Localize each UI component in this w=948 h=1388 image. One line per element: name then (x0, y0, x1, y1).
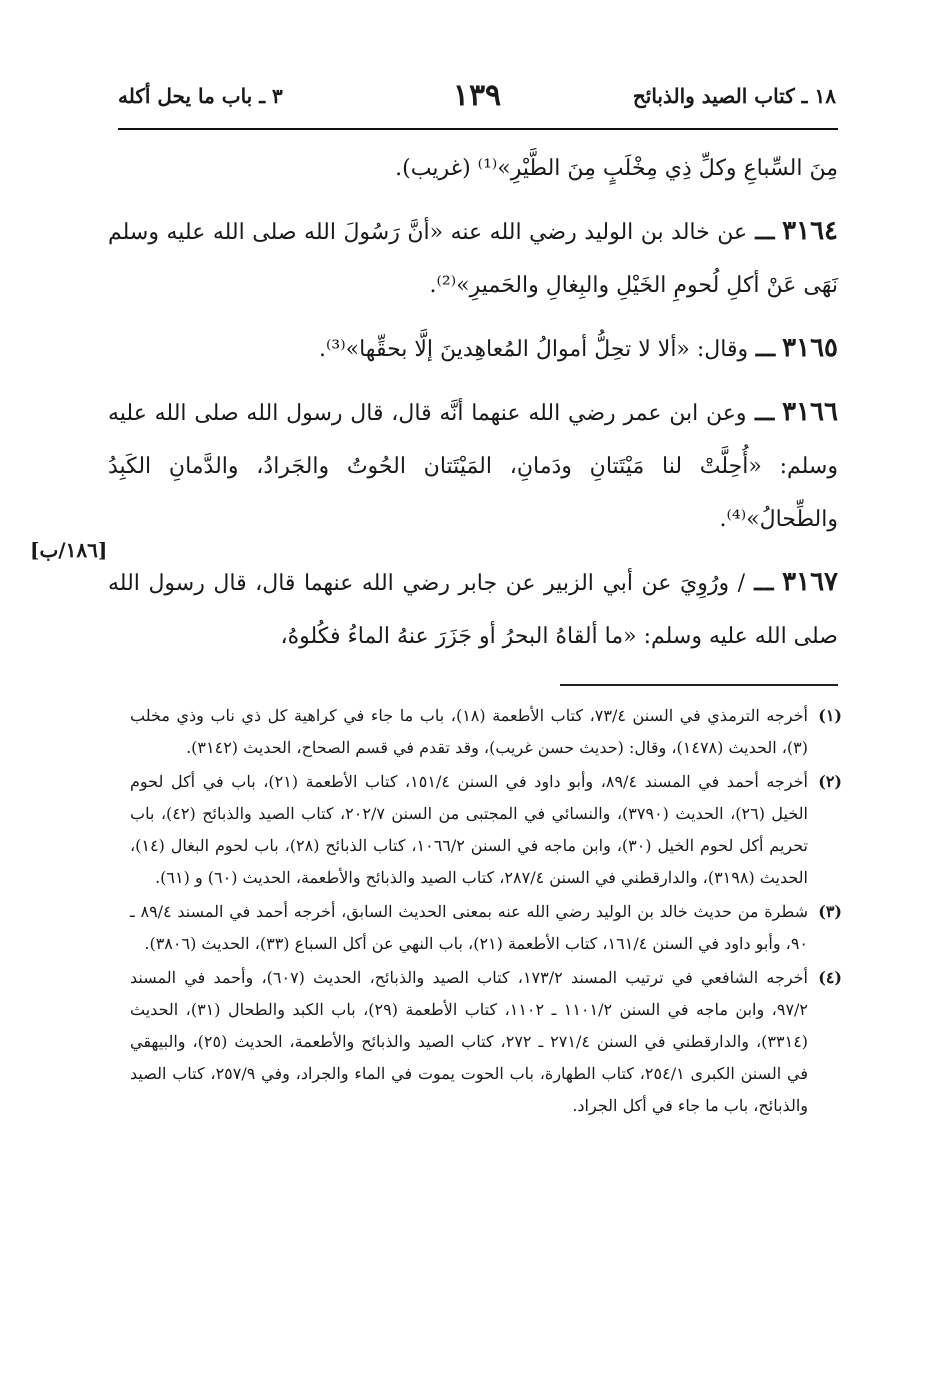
footnote-3 (130, 896, 842, 960)
header-rule (118, 128, 838, 130)
footnote-marker: (٣) (818, 902, 842, 921)
manuscript-folio-marker: [١٨٦/ب] (30, 538, 108, 562)
number-dash: ـــ (745, 570, 774, 596)
footnote-text: أخرجه أحمد في المسند ٨٩/٤، وأبو داود في السنن ١٥١/٤، كتاب الأطعمة (٢١)، باب في أكل لحوم الخيل (٢٦)، الحديث (٣٧٩٠)، والنسائي في المجتبى من السنن ٢٠٢/٧، كتاب الصيد والذبائح (٤٢)، باب تحريم أكل لحوم الخيل (٣٠)، وابن ماجه في السنن ١٠٦٦/٢، كتاب الذبائح (٢٨)، باب لحوم البغال (١٤)، الحديث (٣١٩٨)، والدارقطني في السنن ٢٨٧/٤، كتاب الصيد والذبائح والأطعمة، الحديث (٦٠) و (٦١). (130, 772, 809, 887)
footnote-rule (560, 684, 838, 686)
continuation-paragraph: مِنَ السِّباعِ وكلِّ ذِي مِخْلَبٍ مِنَ الطَّيْرِ»⁽¹⁾ (غريب). (395, 156, 838, 181)
hadith-number: ٣١٦٦ (782, 397, 838, 427)
hadith-text: / ورُوِيَ عن أبي الزبير عن جابر رضي الله عنهما قال، قال رسول الله صلى الله عليه وسلم: «ما ألقاهُ البحرُ أو جَزَرَ عنهُ الماءُ فكُلوهُ، (108, 571, 838, 649)
running-header (118, 78, 836, 124)
number-dash: ـــ (747, 219, 775, 245)
hadith-3167 (108, 556, 838, 663)
footnote-marker: (٤) (818, 968, 842, 987)
page-number: ١٣٩ (452, 78, 502, 113)
footnote-4 (130, 962, 842, 1122)
hadith-3164 (108, 205, 838, 312)
footnote-text: أخرجه الشافعي في ترتيب المسند ١٧٣/٢، كتاب الصيد والذبائح، الحديث (٦٠٧)، وأحمد في المسند ٩٧/٢، وابن ماجه في السنن ١١٠١/٢ ـ ١١٠٢، كتاب الأطعمة (٢٩)، باب الكبد والطحال (٣١)، الحديث (٣٣١٤)، والدارقطني في السنن ٢٧١/٤ ـ ٢٧٢، كتاب الصيد والذبائح والأطعمة، الحديث (٢٥)، والبيهقي في السنن الكبرى ٢٥٤/١، كتاب الطهارة، باب الحوت يموت في الماء والجراد، وفي ٢٥٧/٩، كتاب الصيد والذبائح، باب ما جاء في أكل الجراد. (130, 968, 809, 1115)
footnote-marker: (٢) (818, 772, 842, 791)
chapter-title: ١٨ ـ كتاب الصيد والذبائح (632, 84, 836, 108)
main-text (108, 142, 838, 673)
hadith-number: ٣١٦٥ (782, 333, 838, 363)
number-dash: ـــ (748, 336, 776, 362)
hadith-text: وقال: «ألا لا تحِلُّ أموالُ المُعاهِدينَ إلَّا بحقِّها»⁽³⁾. (319, 337, 749, 362)
footnote-1 (130, 700, 842, 764)
footnote-2 (130, 766, 842, 894)
number-dash: ـــ (746, 400, 775, 426)
hadith-3165 (108, 322, 838, 376)
footnote-text: أخرجه الترمذي في السنن ٧٣/٤، كتاب الأطعمة (١٨)، باب ما جاء في كراهية كل ذي ناب وذي مخلب (٣)، الحديث (١٤٧٨)، وقال: (حديث حسن غريب)، وقد تقدم في قسم الصحاح، الحديث (٣١٤٢). (130, 706, 808, 757)
footnote-marker: (١) (818, 706, 842, 725)
hadith-text: عن خالد بن الوليد رضي الله عنه «أنَّ رَسُولَ الله صلى الله عليه وسلم نَهَى عَنْ أكلِ لُحومِ الخَيْلِ والبِغالِ والحَميرِ»⁽²⁾. (108, 220, 838, 298)
footnote-text: شطرة من حديث خالد بن الوليد رضي الله عنه بمعنى الحديث السابق، أخرجه أحمد في المسند ٨٩/٤ ـ ٩٠، وأبو داود في السنن ١٦١/٤، كتاب الأطعمة (٢١)، باب النهي عن أكل السباع (٣٣)، الحديث (٣٨٠٦). (130, 902, 809, 953)
section-title: ٣ ـ باب ما يحل أكله (118, 84, 283, 108)
hadith-number: ٣١٦٧ (782, 567, 839, 597)
footnotes (130, 700, 842, 1124)
hadith-3166 (108, 386, 838, 546)
hadith-number: ٣١٦٤ (782, 216, 838, 246)
hadith-text: وعن ابن عمر رضي الله عنهما أنَّه قال، قال رسول الله صلى الله عليه وسلم: «أُحِلَّتْ لنا مَيْتَتانِ ودَمانِ، المَيْتَتان الحُوتُ والجَرادُ، والدَّمانِ الكَبِدُ والطِّحالُ»⁽⁴⁾. (108, 401, 838, 532)
